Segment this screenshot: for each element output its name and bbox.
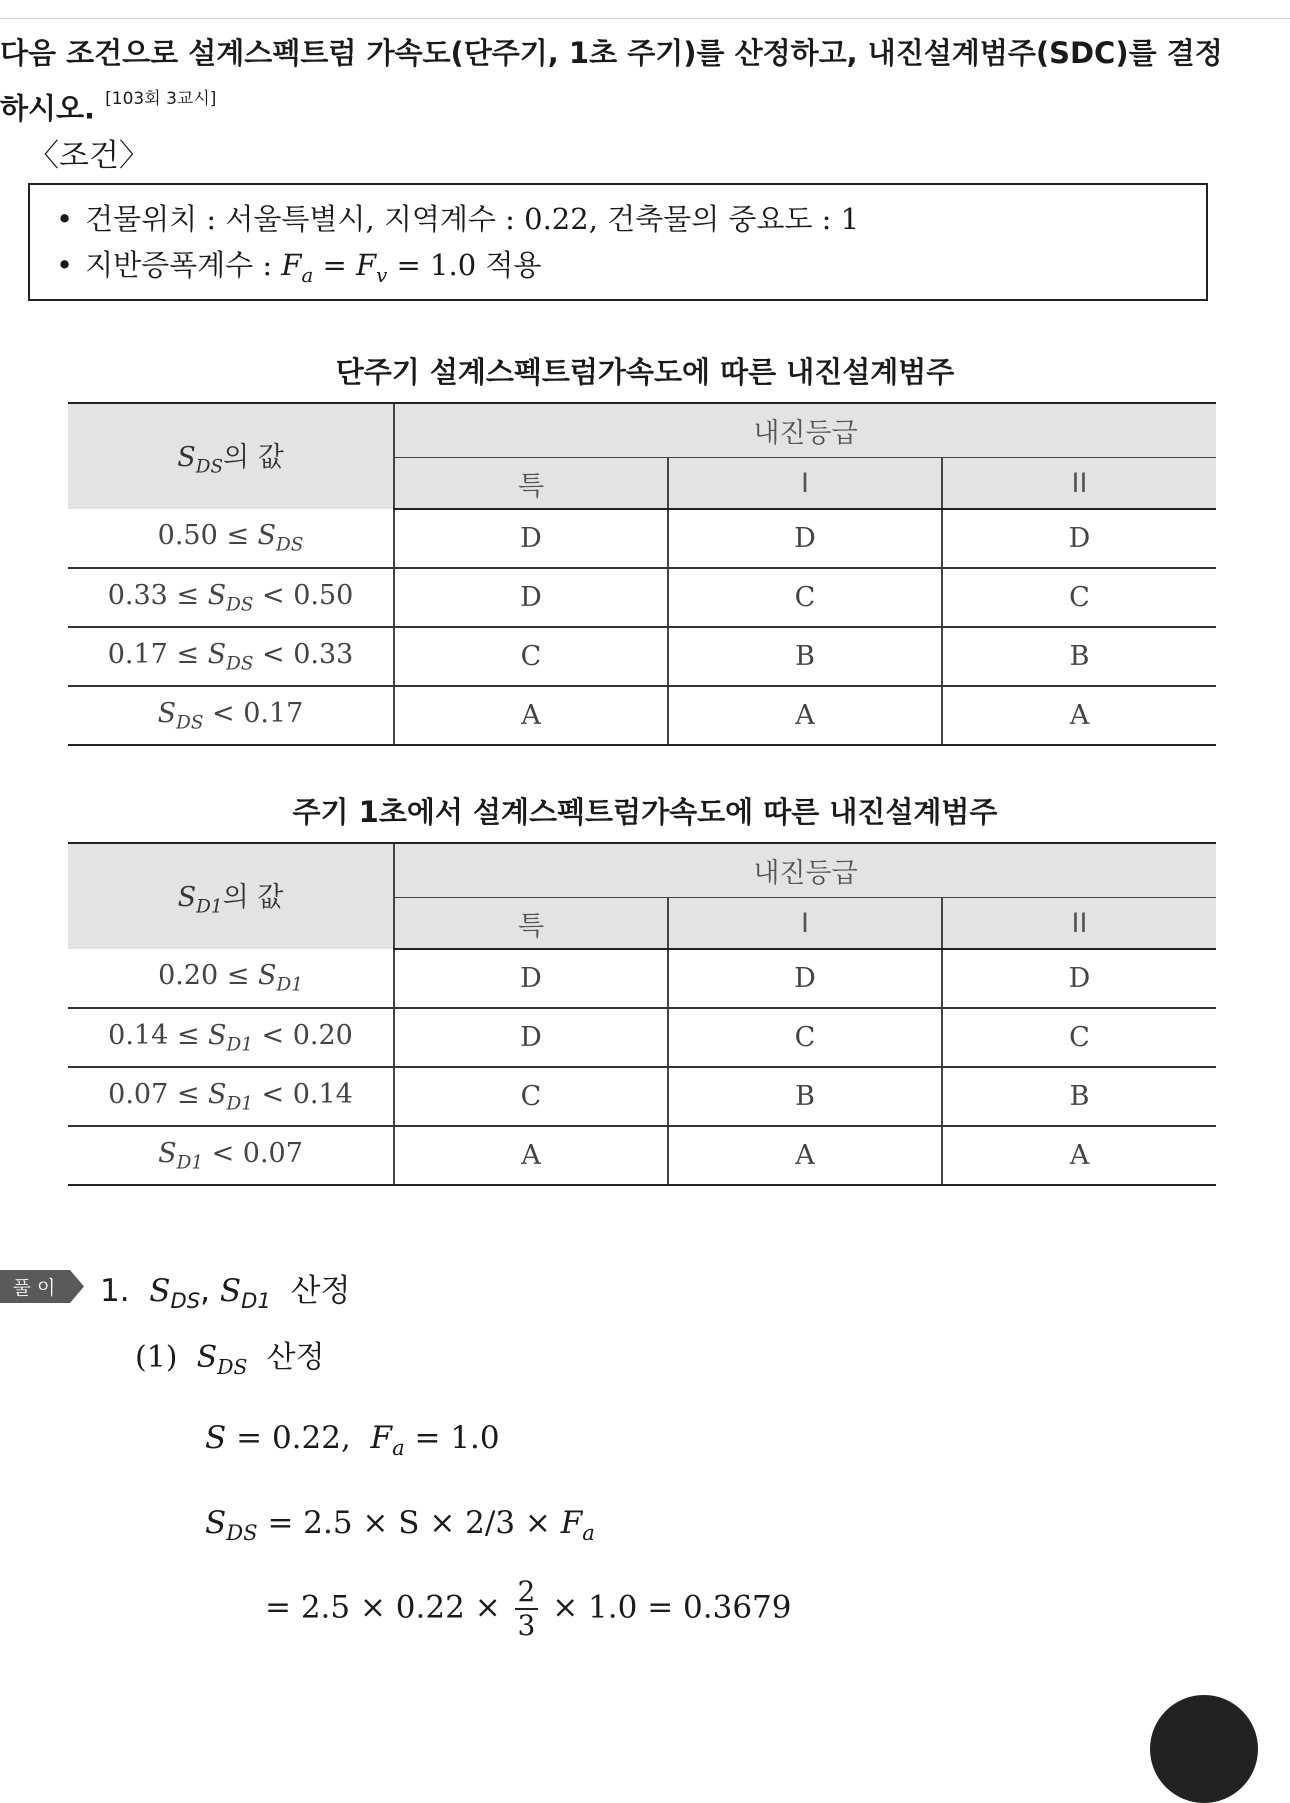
grade-special-header: 특 [394,898,668,950]
grade-2-header: II [942,458,1216,510]
table-sd1-title: 주기 1초에서 설계스펙트럼가속도에 따른 내진설계범주 [292,795,998,829]
grade-1-header: I [668,458,942,510]
solution-step-1-1: (1) $S_{DS}$ 산정 [135,1340,325,1379]
equation-3: = 2.5 × 0.22 × $\frac{2}{3}$ × 1.0 = 0.3679 [265,1575,792,1642]
condition-location: • 건물위치 : 서울특별시, 지역계수 : 0.22, 건축물의 중요도 : 1 [56,202,860,236]
bullet-icon: • [56,202,74,236]
equation-2: $S_{DS} = 2.5 \times S \times 2/3 \times F_a$ [205,1505,595,1546]
table-row: $0.50 \le S_{DS}$ D D D [68,509,1216,568]
bullet-icon: • [56,248,74,282]
solution-step-1: 1. $S_{DS}$, $S_{D1}$ 산정 [100,1273,351,1314]
table-row: $0.20 \le S_{D1}$ D D D [68,949,1216,1008]
svg-text:풀 이: 풀 이 [12,1277,56,1299]
sds-grade-group-header: 내진등급 [394,403,1216,458]
scroll-top-button[interactable] [1150,1695,1258,1803]
conditions-box [28,183,1208,301]
table-row: $0.07 \le S_{D1} < 0.14$ C B B [68,1067,1216,1126]
question-text [0,28,1240,134]
sd1-grade-group-header: 내진등급 [394,843,1216,898]
table-sds-title: 단주기 설계스펙트럼가속도에 따른 내진설계범주 [335,355,955,389]
grade-special-header: 특 [394,458,668,510]
grade-2-header: II [942,898,1216,950]
sds-column-header: $S_{DS}$의 값 [68,403,394,509]
exam-source-tag: [103회 3교시] [105,89,217,109]
question-body: 다음 조건으로 설계스펙트럼 가속도(단주기, 1초 주기)를 산정하고, 내진설계범주(SDC)를 결정하시오. [0,36,1223,126]
table-row: $0.14 \le S_{D1} < 0.20$ D C C [68,1008,1216,1067]
table-sds [68,402,1216,746]
table-row: $0.33 \le S_{DS} < 0.50$ D C C [68,568,1216,627]
solution-badge [0,1270,84,1303]
table-row: $S_{D1} < 0.07$ A A A [68,1126,1216,1185]
condition-amplification: • 지반증폭계수 : $F_a = F_v = 1.0$ 적용 [56,248,542,287]
sd1-column-header: $S_{D1}$의 값 [68,843,394,949]
table-row: $0.17 \le S_{DS} < 0.33$ C B B [68,627,1216,686]
table-row: $S_{DS} < 0.17$ A A A [68,686,1216,745]
top-divider [0,18,1290,19]
table-sd1 [68,842,1216,1186]
conditions-label: 〈조건〉 [28,138,150,174]
equation-1: S = 0.22, $F_a = 1.0$ [205,1420,500,1461]
grade-1-header: I [668,898,942,950]
fraction-two-thirds: $\frac{2}{3}$ [515,1578,539,1640]
